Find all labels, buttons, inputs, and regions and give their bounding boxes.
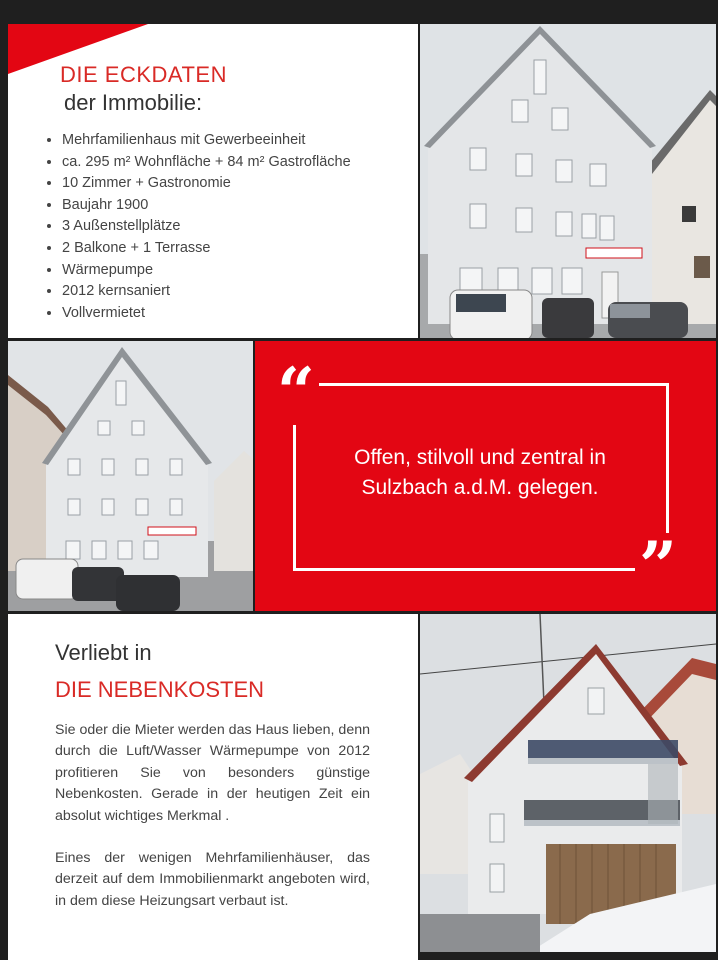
list-item: • 2 Balkone + 1 Terrasse	[62, 238, 351, 260]
list-item: • 10 Zimmer + Gastronomie	[62, 173, 351, 195]
building-side-photo	[8, 341, 253, 611]
list-item: • 3 Außenstellplätze	[62, 216, 351, 238]
list-item: • ca. 295 m² Wohnfläche + 84 m² Gastrofläche	[62, 152, 351, 174]
quote-line-2: Sulzbach a.d.M. gelegen.	[361, 476, 599, 499]
costs-heading-dark: Verliebt in	[55, 640, 152, 665]
list-item: • Wärmepumpe	[62, 260, 351, 282]
key-facts-heading-red: DIE ECKDATEN	[60, 62, 227, 87]
costs-panel	[8, 614, 418, 960]
building-rear-photo	[420, 614, 716, 952]
key-facts-panel	[8, 24, 418, 338]
building-front-photo	[420, 24, 716, 338]
costs-paragraph-1: Sie oder die Mieter werden das Haus lieben, denn durch die Luft/Wasser Wärmepumpe von 2012 profitieren Sie von besonders günstige Nebenkosten. Gerade in der heutigen Zeit ein absolut wichtiges Merkmal .	[55, 722, 370, 824]
costs-heading-red: DIE NEBENKOSTEN	[55, 677, 265, 702]
key-facts-heading-dark: der Immobilie:	[64, 90, 203, 115]
list-item: • Baujahr 1900	[62, 195, 351, 217]
quote-text	[315, 443, 645, 503]
list-item: • Mehrfamilienhaus mit Gewerbeeinheit	[62, 130, 351, 152]
costs-paragraph-2: Eines der wenigen Mehrfamilienhäuser, das derzeit auf dem Immobilienmarkt angeboten wird, in dem diese Heizungsart verbaut ist.	[55, 850, 370, 909]
key-facts-list	[46, 130, 351, 324]
list-item: • Vollvermietet	[62, 303, 351, 325]
quote-line-1: Offen, stilvoll und zentral in	[354, 446, 606, 469]
open-quote-icon: “	[273, 359, 319, 425]
list-item: • 2012 kernsaniert	[62, 281, 351, 303]
quote-panel	[255, 341, 716, 611]
close-quote-icon: ”	[635, 533, 681, 599]
